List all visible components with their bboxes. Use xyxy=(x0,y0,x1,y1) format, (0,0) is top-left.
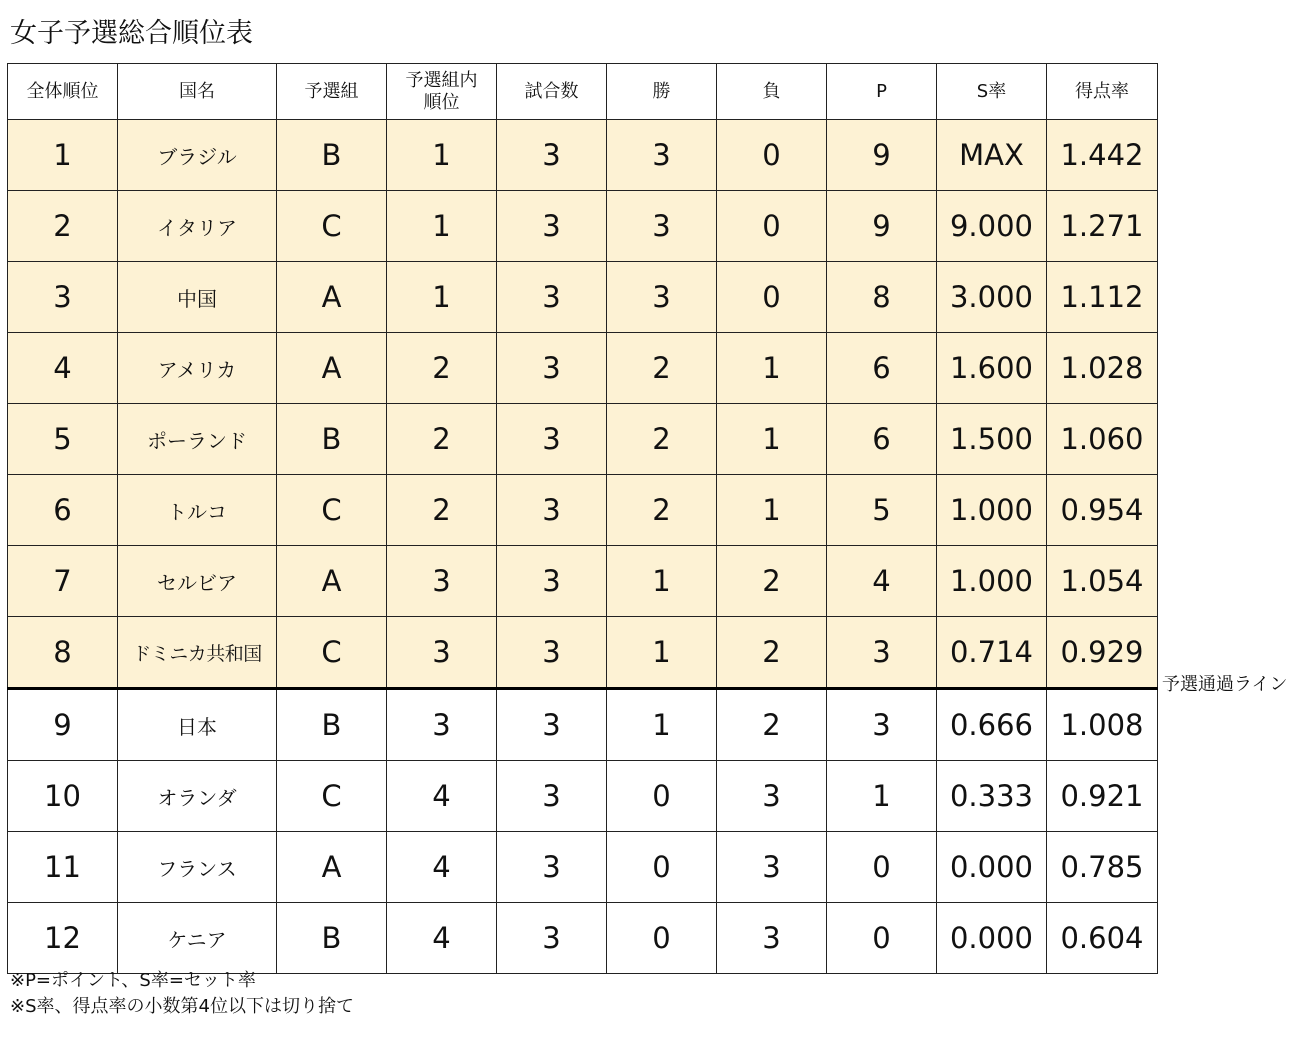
cell-point-ratio: 0.929 xyxy=(1047,617,1158,689)
cell-wins: 3 xyxy=(607,262,717,333)
cell-rank: 6 xyxy=(8,475,118,546)
table-row xyxy=(8,191,1158,262)
cell-set-ratio: 3.000 xyxy=(937,262,1047,333)
cell-losses: 3 xyxy=(717,761,827,832)
cell-matches: 3 xyxy=(497,761,607,832)
header-overall-rank: 全体順位 xyxy=(8,64,118,120)
cell-losses: 2 xyxy=(717,546,827,617)
cell-points: 3 xyxy=(827,689,937,761)
cell-group: C xyxy=(277,761,387,832)
cell-group-rank: 4 xyxy=(387,761,497,832)
cell-wins: 2 xyxy=(607,333,717,404)
cell-losses: 3 xyxy=(717,903,827,974)
cell-points: 5 xyxy=(827,475,937,546)
header-losses: 負 xyxy=(717,64,827,120)
table-header-row xyxy=(8,64,1158,120)
standings-table xyxy=(7,63,1158,974)
cell-points: 0 xyxy=(827,903,937,974)
cell-point-ratio: 1.442 xyxy=(1047,120,1158,191)
cell-matches: 3 xyxy=(497,832,607,903)
header-matches: 試合数 xyxy=(497,64,607,120)
cell-country: オランダ xyxy=(118,761,277,832)
cell-group-rank: 4 xyxy=(387,832,497,903)
cell-wins: 2 xyxy=(607,404,717,475)
cell-points: 1 xyxy=(827,761,937,832)
cell-matches: 3 xyxy=(497,404,607,475)
cell-points: 9 xyxy=(827,120,937,191)
cell-group: C xyxy=(277,617,387,689)
footnote: ※P=ポイント、S率=セット率 xyxy=(10,970,256,991)
cell-point-ratio: 1.060 xyxy=(1047,404,1158,475)
page-title: 女子予選総合順位表 xyxy=(10,18,253,49)
cell-rank: 12 xyxy=(8,903,118,974)
cell-point-ratio: 0.604 xyxy=(1047,903,1158,974)
cell-matches: 3 xyxy=(497,191,607,262)
cell-wins: 2 xyxy=(607,475,717,546)
cell-country: セルビア xyxy=(118,546,277,617)
cell-set-ratio: 1.000 xyxy=(937,546,1047,617)
cell-set-ratio: 1.600 xyxy=(937,333,1047,404)
table-row xyxy=(8,404,1158,475)
header-country: 国名 xyxy=(118,64,277,120)
cell-wins: 1 xyxy=(607,617,717,689)
table-row xyxy=(8,546,1158,617)
cell-matches: 3 xyxy=(497,333,607,404)
cell-points: 3 xyxy=(827,617,937,689)
cell-country: 日本 xyxy=(118,689,277,761)
qualification-line-label: 予選通過ライン xyxy=(1162,674,1288,695)
table-row xyxy=(8,832,1158,903)
header-group-rank xyxy=(387,64,497,120)
cell-matches: 3 xyxy=(497,120,607,191)
cell-group: A xyxy=(277,546,387,617)
cell-set-ratio: MAX xyxy=(937,120,1047,191)
cell-losses: 1 xyxy=(717,404,827,475)
cell-group-rank: 4 xyxy=(387,903,497,974)
table-row xyxy=(8,475,1158,546)
cell-wins: 0 xyxy=(607,832,717,903)
cell-losses: 3 xyxy=(717,832,827,903)
cell-points: 0 xyxy=(827,832,937,903)
cell-losses: 2 xyxy=(717,617,827,689)
cell-losses: 1 xyxy=(717,333,827,404)
cell-matches: 3 xyxy=(497,546,607,617)
cell-wins: 3 xyxy=(607,120,717,191)
cell-point-ratio: 0.921 xyxy=(1047,761,1158,832)
cell-group-rank: 1 xyxy=(387,120,497,191)
cell-rank: 7 xyxy=(8,546,118,617)
cell-group: B xyxy=(277,120,387,191)
cell-rank: 11 xyxy=(8,832,118,903)
cell-rank: 1 xyxy=(8,120,118,191)
cell-rank: 9 xyxy=(8,689,118,761)
cell-group-rank: 3 xyxy=(387,617,497,689)
cell-rank: 4 xyxy=(8,333,118,404)
cell-group-rank: 3 xyxy=(387,689,497,761)
cell-country: ポーランド xyxy=(118,404,277,475)
cell-group: A xyxy=(277,333,387,404)
cell-group-rank: 2 xyxy=(387,475,497,546)
cell-group-rank: 2 xyxy=(387,333,497,404)
cell-set-ratio: 9.000 xyxy=(937,191,1047,262)
cell-group: C xyxy=(277,475,387,546)
cell-point-ratio: 1.008 xyxy=(1047,689,1158,761)
cell-point-ratio: 1.054 xyxy=(1047,546,1158,617)
cell-matches: 3 xyxy=(497,475,607,546)
footnote: ※S率、得点率の小数第4位以下は切り捨て xyxy=(10,996,354,1017)
cell-rank: 8 xyxy=(8,617,118,689)
header-group-rank-line2: 順位 xyxy=(423,91,460,113)
cell-group: B xyxy=(277,404,387,475)
cell-set-ratio: 0.333 xyxy=(937,761,1047,832)
header-group: 予選組 xyxy=(277,64,387,120)
cell-point-ratio: 1.028 xyxy=(1047,333,1158,404)
cell-group-rank: 1 xyxy=(387,191,497,262)
cell-matches: 3 xyxy=(497,903,607,974)
cell-losses: 0 xyxy=(717,191,827,262)
header-point-ratio: 得点率 xyxy=(1047,64,1158,120)
cell-rank: 3 xyxy=(8,262,118,333)
cell-country: 中国 xyxy=(118,262,277,333)
cell-wins: 3 xyxy=(607,191,717,262)
cell-points: 4 xyxy=(827,546,937,617)
cell-losses: 0 xyxy=(717,262,827,333)
cell-point-ratio: 1.271 xyxy=(1047,191,1158,262)
cell-losses: 2 xyxy=(717,689,827,761)
cell-matches: 3 xyxy=(497,689,607,761)
cell-rank: 5 xyxy=(8,404,118,475)
header-wins: 勝 xyxy=(607,64,717,120)
cell-points: 8 xyxy=(827,262,937,333)
cell-group-rank: 2 xyxy=(387,404,497,475)
cell-group: A xyxy=(277,832,387,903)
cell-points: 9 xyxy=(827,191,937,262)
cell-set-ratio: 1.500 xyxy=(937,404,1047,475)
cell-rank: 2 xyxy=(8,191,118,262)
cell-point-ratio: 0.785 xyxy=(1047,832,1158,903)
cell-country: ブラジル xyxy=(118,120,277,191)
cell-country: トルコ xyxy=(118,475,277,546)
cell-country: ドミニカ共和国 xyxy=(118,617,277,689)
table-row xyxy=(8,617,1158,689)
cell-matches: 3 xyxy=(497,617,607,689)
header-points: P xyxy=(827,64,937,120)
cell-group-rank: 1 xyxy=(387,262,497,333)
cell-country: フランス xyxy=(118,832,277,903)
table-row xyxy=(8,120,1158,191)
cell-group: C xyxy=(277,191,387,262)
table-row xyxy=(8,333,1158,404)
table-row xyxy=(8,689,1158,761)
cell-point-ratio: 1.112 xyxy=(1047,262,1158,333)
header-set-ratio: S率 xyxy=(937,64,1047,120)
cell-matches: 3 xyxy=(497,262,607,333)
table-row xyxy=(8,903,1158,974)
cell-country: イタリア xyxy=(118,191,277,262)
header-group-rank-line1: 予選組内 xyxy=(405,69,478,91)
cell-set-ratio: 0.000 xyxy=(937,832,1047,903)
cell-country: アメリカ xyxy=(118,333,277,404)
cell-point-ratio: 0.954 xyxy=(1047,475,1158,546)
cell-group: B xyxy=(277,903,387,974)
table-row xyxy=(8,262,1158,333)
cell-country: ケニア xyxy=(118,903,277,974)
cell-losses: 0 xyxy=(717,120,827,191)
cell-set-ratio: 0.714 xyxy=(937,617,1047,689)
cell-group: B xyxy=(277,689,387,761)
cell-losses: 1 xyxy=(717,475,827,546)
cell-set-ratio: 1.000 xyxy=(937,475,1047,546)
cell-wins: 0 xyxy=(607,761,717,832)
cell-points: 6 xyxy=(827,404,937,475)
cell-rank: 10 xyxy=(8,761,118,832)
table-row xyxy=(8,761,1158,832)
cell-wins: 1 xyxy=(607,546,717,617)
cell-wins: 0 xyxy=(607,903,717,974)
cell-group: A xyxy=(277,262,387,333)
cell-group-rank: 3 xyxy=(387,546,497,617)
cell-points: 6 xyxy=(827,333,937,404)
cell-set-ratio: 0.666 xyxy=(937,689,1047,761)
cell-wins: 1 xyxy=(607,689,717,761)
cell-set-ratio: 0.000 xyxy=(937,903,1047,974)
